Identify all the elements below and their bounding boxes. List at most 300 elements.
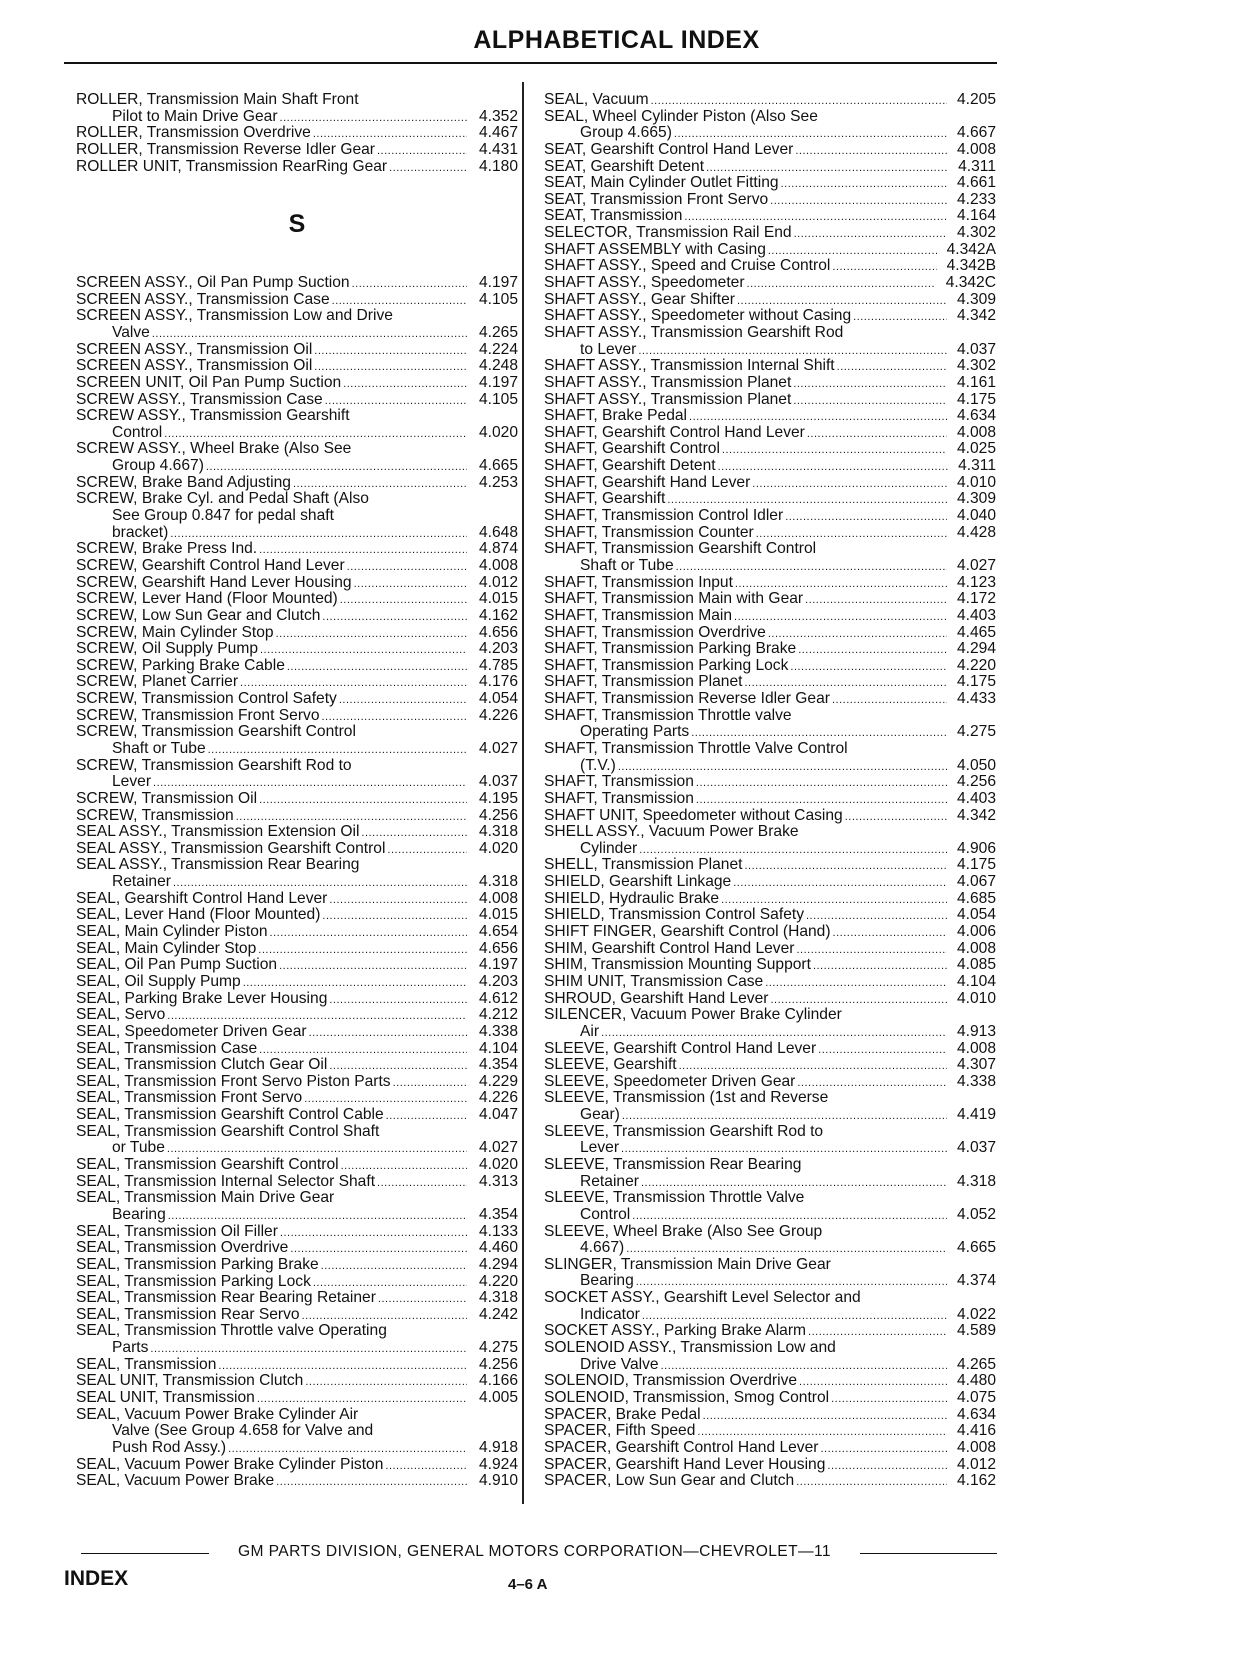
dot-leader [287,658,467,675]
entry-description: SLINGER, Transmission Main Drive Gear [544,1255,831,1273]
group-number: 4.910 [478,1472,518,1490]
index-entry [76,1024,518,1041]
dot-leader [744,857,946,874]
entry-description: SEAL, Oil Supply Pump [76,972,241,990]
entry-description: SHAFT, Transmission [544,789,694,807]
dot-leader [385,1457,467,1474]
entry-description: SEAL, Lever Hand (Floor Mounted) [76,906,321,924]
index-entry [76,308,518,325]
group-number [936,1007,996,1024]
entry-description: SCREW, Gearshift Hand Lever Housing [76,573,352,591]
group-number [460,1407,518,1424]
group-number: 4.242 [478,1305,518,1323]
index-entry [544,1074,996,1091]
entry-description: SHAFT, Transmission Parking Brake [544,640,797,658]
entry-description: SCREW ASSY., Transmission Case [76,390,323,408]
index-entry [76,392,518,409]
entry-description: SEAT, Gearshift Detent [544,157,705,175]
group-number: 4.008 [956,140,996,158]
entry-description: SHAFT, Gearshift Control Hand Lever [544,423,805,441]
index-entry [76,758,518,775]
dot-leader [790,658,947,675]
dot-leader [240,674,467,691]
dot-leader [243,974,467,991]
group-number [936,1124,996,1141]
group-number: 4.634 [956,407,996,425]
group-number: 4.164 [956,207,996,225]
dot-leader [170,525,467,542]
group-number [936,1224,996,1241]
group-number: 4.318 [478,1289,518,1307]
group-number: 4.008 [956,1438,996,1456]
entry-description: SCREEN ASSY., Transmission Oil [76,357,313,375]
entry-description: SCREW, Gearshift Control Hand Lever [76,556,345,574]
dot-leader [621,1140,947,1157]
entry-description: See Group 0.847 for pedal shaft [112,507,334,525]
group-number: 4.027 [478,1139,518,1157]
index-entry [544,991,996,1008]
index-entry [76,1373,518,1390]
index-entry [544,275,996,292]
entry-description: ROLLER UNIT, Transmission RearRing Gear [76,157,388,175]
group-number: 4.020 [478,1156,518,1174]
index-entry [76,791,518,808]
group-number: 4.195 [478,789,518,807]
entry-description: SCREW, Transmission Front Servo [76,706,320,724]
index-entry [544,1107,996,1124]
dot-leader [831,1390,947,1407]
index-entry [544,808,996,825]
entry-description: SPACER, Brake Pedal [544,1405,701,1423]
dot-leader [651,92,947,109]
index-entry [544,1257,996,1274]
index-entry [76,525,518,542]
index-entry [76,1457,518,1474]
group-number: 4.460 [478,1239,518,1257]
dot-leader [813,957,947,974]
entry-description: SLEEVE, Transmission Rear Bearing [544,1156,802,1173]
dot-leader [343,375,467,392]
dot-leader [661,1357,947,1374]
index-entry [76,1407,518,1424]
group-number: 4.924 [478,1455,518,1473]
entry-description: SHAFT ASSY., Speed and Cruise Control [544,257,831,275]
index-entry [544,491,996,508]
index-entry [76,907,518,924]
dot-leader [756,525,947,542]
index-entry [76,275,518,292]
dot-leader [752,475,947,492]
dot-leader [260,641,467,658]
group-number: 4.226 [478,1089,518,1107]
entry-description: bracket) [112,523,169,541]
dot-leader [208,741,467,758]
group-number [460,857,518,874]
entry-description: SCREW, Brake Cyl. and Pedal Shaft (Also [76,490,369,508]
dot-leader [258,941,467,958]
group-number: 4.656 [478,623,518,641]
group-number [460,92,518,109]
group-number: 4.040 [956,507,996,525]
entry-description: SEAL, Transmission Front Servo [76,1089,303,1107]
index-entry [544,1390,996,1407]
entry-description: SOCKET ASSY., Gearshift Level Selector and [544,1289,861,1307]
dot-leader [722,441,947,458]
group-number: 4.175 [956,856,996,874]
dot-leader [329,1057,467,1074]
index-entry [76,292,518,309]
dot-leader [794,225,947,242]
entry-description: Parts [112,1339,149,1357]
group-number: 4.294 [956,640,996,658]
dot-leader [314,358,467,375]
index-entry [76,874,518,891]
index-entry [544,708,996,725]
index-entry [76,1473,518,1490]
group-number: 4.037 [956,340,996,358]
dot-leader [679,1057,947,1074]
dot-leader [393,1074,467,1091]
index-entry [544,1224,996,1241]
entry-description: SILENCER, Vacuum Power Brake Cylinder [544,1006,842,1024]
index-entry [544,425,996,442]
group-number: 4.176 [478,673,518,691]
entry-description: SLEEVE, Wheel Brake (Also See Group [544,1222,823,1240]
group-number: 4.105 [478,390,518,408]
dot-leader [313,125,467,142]
group-number: 4.006 [956,923,996,941]
footer-rule-right [860,1553,997,1554]
group-number: 4.220 [478,1272,518,1290]
group-number: 4.012 [956,1455,996,1473]
entry-description: Air [580,1022,600,1040]
entry-description: Cylinder [580,839,638,857]
entry-description: SHAFT, Transmission [544,773,694,791]
index-entry [76,774,518,791]
entry-description: SEAL, Vacuum [544,91,649,108]
index-entry [76,508,518,525]
entry-description: SEAL, Transmission Case [76,1039,258,1057]
index-entry [76,1357,518,1374]
entry-description: SHAFT, Transmission Main [544,606,733,624]
group-number: 4.265 [956,1355,996,1373]
dot-leader [684,208,947,225]
group-number: 4.416 [956,1422,996,1440]
entry-description: Shaft or Tube [580,556,674,574]
index-entry [76,1307,518,1324]
group-number: 4.467 [478,124,518,142]
index-entry [544,924,996,941]
index-entry [544,1323,996,1340]
entry-description: Valve (See Group 4.658 for Valve and [112,1422,374,1440]
index-entry [544,641,996,658]
dot-leader [797,1074,947,1091]
group-number: 4.906 [956,839,996,857]
group-number: 4.054 [956,906,996,924]
dot-leader [325,392,467,409]
group-number: 4.104 [956,972,996,990]
dot-leader [313,1274,467,1291]
dot-leader [747,275,936,292]
entry-description: SEAL, Main Cylinder Piston [76,923,268,941]
group-number: 4.253 [478,473,518,491]
entry-description: SHAFT ASSY., Transmission Gearshift Rod [544,323,844,341]
dot-leader [696,791,947,808]
group-number: 4.634 [956,1405,996,1423]
entry-description: SLEEVE, Speedometer Driven Gear [544,1072,796,1090]
entry-description: SEAL, Transmission Parking Lock [76,1272,311,1290]
entry-description: SCREW, Transmission Oil [76,789,258,807]
dot-leader [781,175,947,192]
entry-description: SOLENOID ASSY., Transmission Low and [544,1339,836,1357]
dot-leader [279,957,467,974]
index-entry [544,1007,996,1024]
entry-description: SHAFT ASSY., Speedometer without Casing [544,307,852,325]
index-entry [544,1124,996,1141]
index-entry [544,608,996,625]
dot-leader [259,791,467,808]
entry-description: to Lever [580,340,637,358]
dot-leader [832,691,947,708]
entry-description: SEAL, Transmission Gearshift Control [76,1156,339,1174]
index-entry [544,308,996,325]
index-entry [544,375,996,392]
dot-leader [167,1140,467,1157]
group-number: 4.162 [478,606,518,624]
dot-leader [744,674,947,691]
group-number: 4.309 [956,490,996,508]
group-number: 4.233 [956,190,996,208]
dot-leader [168,1207,467,1224]
group-number: 4.275 [478,1339,518,1357]
index-entry [544,1041,996,1058]
entry-description: SHAFT, Brake Pedal [544,407,688,425]
dot-leader [837,358,947,375]
entry-description: SPACER, Low Sun Gear and Clutch [544,1472,795,1490]
group-number: 4.302 [956,357,996,375]
entry-description: SHAFT, Gearshift [544,490,666,508]
index-entry [76,658,518,675]
group-number: 4.008 [478,889,518,907]
dot-leader [322,608,467,625]
entry-description: SHIFT FINGER, Gearshift Control (Hand) [544,923,831,941]
dot-leader [354,575,467,592]
dot-leader [768,242,937,259]
section-letter-heading: S [288,210,306,239]
entry-description: SHIELD, Transmission Control Safety [544,906,804,924]
index-entry [76,491,518,508]
footer-section-label: INDEX [64,1567,129,1590]
dot-leader [691,724,947,741]
index-entry [76,142,518,159]
entry-description: Drive Valve [580,1355,659,1373]
index-entry [544,575,996,592]
index-entry [76,974,518,991]
group-number: 4.338 [956,1072,996,1090]
group-number: 4.197 [478,274,518,292]
entry-description: Group 4.667) [112,457,204,475]
entry-description: SEAT, Main Cylinder Outlet Fitting [544,174,779,192]
group-number: 4.105 [478,290,518,308]
entry-description: SCREW, Oil Supply Pump [76,640,258,658]
index-entry [76,857,518,874]
entry-description: SHAFT, Gearshift Control [544,440,720,458]
dot-leader [733,874,947,891]
dot-leader [377,142,467,159]
index-entry [76,109,518,126]
group-number: 4.665 [956,1239,996,1257]
dot-leader [339,691,467,708]
entry-description: ROLLER, Transmission Main Shaft Front [76,91,359,108]
entry-description: SCREEN ASSY., Transmission Case [76,290,330,308]
group-number [460,491,518,508]
index-entry [76,441,518,458]
group-number: 4.309 [956,290,996,308]
entry-description: SPACER, Gearshift Control Hand Lever [544,1438,819,1456]
entry-description: SCREW, Transmission Gearshift Control [76,723,356,741]
index-entry [544,1024,996,1041]
group-number: 4.197 [478,956,518,974]
group-number: 4.212 [478,1006,518,1024]
entry-description: Gear) [580,1106,620,1124]
entry-description: SCREEN UNIT, Oil Pan Pump Suction [76,373,342,391]
footer-credit: GM PARTS DIVISION, GENERAL MOTORS CORPORATION—CHEVROLET—11 [237,1543,832,1560]
index-entry [76,741,518,758]
group-number: 4.037 [956,1139,996,1157]
entry-description: SCREW, Brake Press Ind. [76,540,258,558]
entry-description: SEAL, Transmission Clutch Gear Oil [76,1056,328,1074]
entry-description: SHAFT UNIT, Speedometer without Casing [544,806,843,824]
entry-description: SOCKET ASSY., Parking Brake Alarm [544,1322,807,1340]
index-entry [544,558,996,575]
group-number: 4.075 [956,1388,996,1406]
group-number: 4.008 [478,556,518,574]
index-entry [544,441,996,458]
index-entry [544,741,996,758]
index-entry [544,1090,996,1107]
index-entry [76,558,518,575]
dot-leader [833,924,947,941]
index-entry [544,392,996,409]
index-entry [544,891,996,908]
index-entry [544,175,996,192]
index-entry [544,1240,996,1257]
index-entry [544,525,996,542]
entry-description: SHIELD, Gearshift Linkage [544,873,732,891]
group-number [936,708,996,725]
group-number: 4.162 [956,1472,996,1490]
dot-leader [796,941,947,958]
group-number: 4.133 [478,1222,518,1240]
entry-description: Group 4.665) [580,124,672,142]
index-entry [544,192,996,209]
entry-description: SCREEN ASSY., Transmission Low and Drive [76,307,393,325]
index-entry [544,325,996,342]
entry-description: Shaft or Tube [112,740,206,757]
group-number: 4.027 [478,740,518,757]
index-entry [544,857,996,874]
index-entry [544,458,996,475]
index-entry [544,658,996,675]
dot-leader [676,558,947,575]
index-entry [76,1124,518,1141]
group-number [936,1290,996,1307]
entry-description: SCREW ASSY., Wheel Brake (Also See [76,440,352,458]
index-entry [76,1174,518,1191]
index-entry [76,159,518,176]
index-entry [544,159,996,176]
group-number: 4.172 [956,590,996,608]
entry-description: SEAL, Transmission Throttle valve Operating [76,1322,387,1340]
group-number: 4.180 [478,157,518,175]
entry-description: SEAL ASSY., Transmission Extension Oil [76,823,360,841]
group-number: 4.248 [478,357,518,375]
index-entry [544,1207,996,1224]
entry-description: SHAFT ASSY., Transmission Planet [544,373,792,391]
index-entry [76,941,518,958]
entry-description: SCREW, Main Cylinder Stop [76,623,274,641]
group-number: 4.015 [478,906,518,924]
index-entry [76,1274,518,1291]
index-entry [76,1074,518,1091]
index-entry [544,724,996,741]
group-number: 4.008 [956,423,996,441]
entry-description: SHAFT ASSY., Transmission Internal Shift [544,357,835,375]
entry-description: SEAT, Transmission [544,207,683,225]
entry-description: Operating Parts [580,723,690,741]
dot-leader [798,641,947,658]
dot-leader [626,1240,947,1257]
group-number: 4.352 [478,107,518,125]
dot-leader [667,491,947,508]
entry-description: Lever [112,773,152,791]
entry-description: SCREEN ASSY., Oil Pan Pump Suction [76,274,350,292]
group-number: 4.311 [958,157,996,175]
dot-leader [321,1257,467,1274]
index-entry [76,724,518,741]
index-entry [544,242,996,259]
index-entry [76,92,518,109]
entry-description: SCREW, Planet Carrier [76,673,239,691]
entry-description: SHAFT, Transmission Input [544,573,733,591]
index-entry [544,142,996,159]
group-number: 4.342C [945,274,996,292]
dot-leader [322,708,467,725]
index-entry [76,358,518,375]
index-entry [544,358,996,375]
dot-leader [276,625,467,642]
group-number: 4.589 [956,1322,996,1340]
group-number: 4.224 [478,340,518,358]
index-entry [544,691,996,708]
index-entry [544,941,996,958]
index-entry [76,1090,518,1107]
group-number: 4.685 [956,889,996,907]
group-number: 4.648 [478,523,518,541]
dot-leader [152,325,467,342]
index-entry [76,1057,518,1074]
group-number: 4.008 [956,1039,996,1057]
group-number: 4.654 [478,923,518,941]
group-number: 4.020 [478,839,518,857]
index-entry [76,575,518,592]
group-number: 4.665 [478,457,518,475]
index-entry [544,1290,996,1307]
index-entry [76,1340,518,1357]
group-number [460,758,518,775]
dot-leader [770,192,947,209]
group-number: 4.010 [956,473,996,491]
